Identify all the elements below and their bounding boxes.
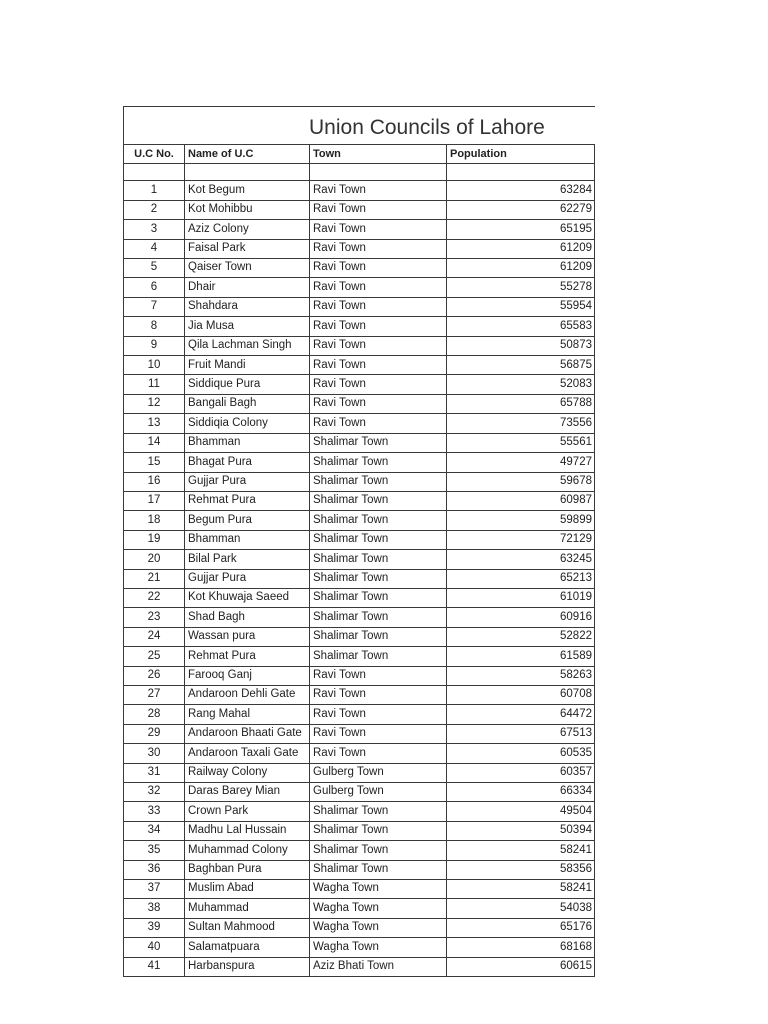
uc-name-cell: Muhammad bbox=[185, 899, 310, 918]
uc-name-cell: Rehmat Pura bbox=[185, 491, 310, 510]
uc-number-cell: 33 bbox=[124, 802, 185, 821]
uc-number-cell: 7 bbox=[124, 297, 185, 316]
uc-number-cell: 36 bbox=[124, 860, 185, 879]
table-body bbox=[124, 181, 595, 977]
uc-number-cell: 28 bbox=[124, 705, 185, 724]
uc-name-cell: Begum Pura bbox=[185, 511, 310, 530]
uc-number-cell: 37 bbox=[124, 880, 185, 899]
town-cell: Shalimar Town bbox=[310, 472, 447, 491]
uc-name-cell: Siddiqia Colony bbox=[185, 414, 310, 433]
town-cell: Ravi Town bbox=[310, 394, 447, 413]
population-cell: 50873 bbox=[447, 336, 595, 355]
uc-name-cell: Muhammad Colony bbox=[185, 841, 310, 860]
uc-number-cell: 12 bbox=[124, 394, 185, 413]
uc-number-cell: 29 bbox=[124, 724, 185, 743]
town-cell: Ravi Town bbox=[310, 685, 447, 704]
uc-name-cell: Dhair bbox=[185, 278, 310, 297]
uc-number-cell: 18 bbox=[124, 511, 185, 530]
town-cell: Ravi Town bbox=[310, 297, 447, 316]
blank-cell bbox=[447, 164, 595, 181]
population-cell: 55561 bbox=[447, 433, 595, 452]
town-cell: Shalimar Town bbox=[310, 491, 447, 510]
uc-number-cell: 35 bbox=[124, 841, 185, 860]
population-cell: 64472 bbox=[447, 705, 595, 724]
uc-name-cell: Crown Park bbox=[185, 802, 310, 821]
town-cell: Shalimar Town bbox=[310, 530, 447, 549]
uc-number-cell: 6 bbox=[124, 278, 185, 297]
town-cell: Shalimar Town bbox=[310, 588, 447, 607]
population-cell: 60357 bbox=[447, 763, 595, 782]
town-cell: Ravi Town bbox=[310, 336, 447, 355]
table-row bbox=[124, 724, 595, 743]
uc-name-cell: Sultan Mahmood bbox=[185, 918, 310, 937]
town-cell: Ravi Town bbox=[310, 724, 447, 743]
uc-name-cell: Railway Colony bbox=[185, 763, 310, 782]
population-cell: 52822 bbox=[447, 627, 595, 646]
uc-number-cell: 17 bbox=[124, 491, 185, 510]
town-cell: Shalimar Town bbox=[310, 608, 447, 627]
blank-cell bbox=[310, 164, 447, 181]
uc-number-cell: 21 bbox=[124, 569, 185, 588]
population-cell: 65213 bbox=[447, 569, 595, 588]
uc-number-cell: 15 bbox=[124, 453, 185, 472]
uc-name-cell: Wassan pura bbox=[185, 627, 310, 646]
town-cell: Shalimar Town bbox=[310, 647, 447, 666]
uc-name-cell: Bangali Bagh bbox=[185, 394, 310, 413]
table-row bbox=[124, 356, 595, 375]
town-cell: Ravi Town bbox=[310, 744, 447, 763]
uc-name-cell: Siddique Pura bbox=[185, 375, 310, 394]
population-cell: 49727 bbox=[447, 453, 595, 472]
table-row bbox=[124, 414, 595, 433]
header-town: Town bbox=[310, 145, 447, 164]
uc-number-cell: 4 bbox=[124, 239, 185, 258]
town-cell: Shalimar Town bbox=[310, 860, 447, 879]
uc-number-cell: 23 bbox=[124, 608, 185, 627]
uc-name-cell: Andaroon Bhaati Gate bbox=[185, 724, 310, 743]
population-cell: 60916 bbox=[447, 608, 595, 627]
uc-number-cell: 20 bbox=[124, 550, 185, 569]
town-cell: Ravi Town bbox=[310, 278, 447, 297]
table-row bbox=[124, 511, 595, 530]
table-row bbox=[124, 666, 595, 685]
town-cell: Shalimar Town bbox=[310, 511, 447, 530]
population-cell: 59899 bbox=[447, 511, 595, 530]
table-row bbox=[124, 375, 595, 394]
uc-name-cell: Jia Musa bbox=[185, 317, 310, 336]
population-cell: 65176 bbox=[447, 918, 595, 937]
town-cell: Wagha Town bbox=[310, 899, 447, 918]
uc-name-cell: Aziz Colony bbox=[185, 220, 310, 239]
uc-name-cell: Bhamman bbox=[185, 530, 310, 549]
population-cell: 61209 bbox=[447, 239, 595, 258]
population-cell: 63245 bbox=[447, 550, 595, 569]
uc-name-cell: Qila Lachman Singh bbox=[185, 336, 310, 355]
table-row bbox=[124, 647, 595, 666]
uc-number-cell: 2 bbox=[124, 200, 185, 219]
table-row bbox=[124, 394, 595, 413]
population-cell: 58241 bbox=[447, 841, 595, 860]
town-cell: Ravi Town bbox=[310, 259, 447, 278]
town-cell: Ravi Town bbox=[310, 220, 447, 239]
town-cell: Aziz Bhati Town bbox=[310, 957, 447, 976]
population-cell: 55954 bbox=[447, 297, 595, 316]
header-uc-no: U.C No. bbox=[124, 145, 185, 164]
table-row bbox=[124, 821, 595, 840]
population-cell: 66334 bbox=[447, 783, 595, 802]
population-cell: 56875 bbox=[447, 356, 595, 375]
table-row bbox=[124, 472, 595, 491]
uc-name-cell: Qaiser Town bbox=[185, 259, 310, 278]
uc-name-cell: Andaroon Taxali Gate bbox=[185, 744, 310, 763]
population-cell: 50394 bbox=[447, 821, 595, 840]
town-cell: Shalimar Town bbox=[310, 802, 447, 821]
population-cell: 60708 bbox=[447, 685, 595, 704]
town-cell: Ravi Town bbox=[310, 705, 447, 724]
table-row bbox=[124, 317, 595, 336]
uc-number-cell: 25 bbox=[124, 647, 185, 666]
table-row bbox=[124, 297, 595, 316]
uc-number-cell: 14 bbox=[124, 433, 185, 452]
uc-name-cell: Bhamman bbox=[185, 433, 310, 452]
uc-number-cell: 27 bbox=[124, 685, 185, 704]
table-row bbox=[124, 550, 595, 569]
blank-cell bbox=[185, 164, 310, 181]
table-row bbox=[124, 259, 595, 278]
uc-number-cell: 11 bbox=[124, 375, 185, 394]
uc-number-cell: 1 bbox=[124, 181, 185, 200]
table-row bbox=[124, 491, 595, 510]
town-cell: Ravi Town bbox=[310, 200, 447, 219]
population-cell: 62279 bbox=[447, 200, 595, 219]
table-row bbox=[124, 453, 595, 472]
uc-name-cell: Kot Begum bbox=[185, 181, 310, 200]
population-cell: 60615 bbox=[447, 957, 595, 976]
uc-number-cell: 9 bbox=[124, 336, 185, 355]
table-row bbox=[124, 880, 595, 899]
population-cell: 49504 bbox=[447, 802, 595, 821]
uc-name-cell: Daras Barey Mian bbox=[185, 783, 310, 802]
uc-number-cell: 10 bbox=[124, 356, 185, 375]
town-cell: Ravi Town bbox=[310, 317, 447, 336]
table-row bbox=[124, 860, 595, 879]
population-cell: 67513 bbox=[447, 724, 595, 743]
population-cell: 54038 bbox=[447, 899, 595, 918]
table-row bbox=[124, 433, 595, 452]
town-cell: Ravi Town bbox=[310, 356, 447, 375]
population-cell: 58241 bbox=[447, 880, 595, 899]
blank-row bbox=[124, 164, 595, 181]
uc-name-cell: Rehmat Pura bbox=[185, 647, 310, 666]
table-row bbox=[124, 220, 595, 239]
town-cell: Gulberg Town bbox=[310, 783, 447, 802]
population-cell: 60535 bbox=[447, 744, 595, 763]
uc-name-cell: Shahdara bbox=[185, 297, 310, 316]
uc-number-cell: 3 bbox=[124, 220, 185, 239]
town-cell: Shalimar Town bbox=[310, 569, 447, 588]
town-cell: Wagha Town bbox=[310, 918, 447, 937]
table-row bbox=[124, 569, 595, 588]
town-cell: Shalimar Town bbox=[310, 821, 447, 840]
population-cell: 61209 bbox=[447, 259, 595, 278]
population-cell: 61589 bbox=[447, 647, 595, 666]
town-cell: Ravi Town bbox=[310, 239, 447, 258]
population-cell: 65788 bbox=[447, 394, 595, 413]
uc-name-cell: Rang Mahal bbox=[185, 705, 310, 724]
table-row bbox=[124, 530, 595, 549]
header-row bbox=[124, 145, 595, 164]
uc-name-cell: Andaroon Dehli Gate bbox=[185, 685, 310, 704]
table-row bbox=[124, 627, 595, 646]
uc-number-cell: 30 bbox=[124, 744, 185, 763]
population-cell: 61019 bbox=[447, 588, 595, 607]
uc-name-cell: Kot Khuwaja Saeed bbox=[185, 588, 310, 607]
population-cell: 65583 bbox=[447, 317, 595, 336]
union-councils-table bbox=[123, 106, 595, 977]
uc-number-cell: 40 bbox=[124, 938, 185, 957]
town-cell: Gulberg Town bbox=[310, 763, 447, 782]
town-cell: Shalimar Town bbox=[310, 841, 447, 860]
uc-name-cell: Shad Bagh bbox=[185, 608, 310, 627]
table-row bbox=[124, 899, 595, 918]
uc-number-cell: 34 bbox=[124, 821, 185, 840]
uc-number-cell: 16 bbox=[124, 472, 185, 491]
table-row bbox=[124, 783, 595, 802]
uc-name-cell: Bilal Park bbox=[185, 550, 310, 569]
title-row bbox=[124, 107, 595, 145]
table-row bbox=[124, 588, 595, 607]
population-cell: 52083 bbox=[447, 375, 595, 394]
uc-name-cell: Harbanspura bbox=[185, 957, 310, 976]
town-cell: Wagha Town bbox=[310, 880, 447, 899]
header-name: Name of U.C bbox=[185, 145, 310, 164]
table-row bbox=[124, 705, 595, 724]
population-cell: 65195 bbox=[447, 220, 595, 239]
table-row bbox=[124, 763, 595, 782]
population-cell: 63284 bbox=[447, 181, 595, 200]
uc-name-cell: Kot Mohibbu bbox=[185, 200, 310, 219]
table-row bbox=[124, 181, 595, 200]
uc-number-cell: 38 bbox=[124, 899, 185, 918]
population-cell: 58263 bbox=[447, 666, 595, 685]
uc-number-cell: 19 bbox=[124, 530, 185, 549]
town-cell: Ravi Town bbox=[310, 414, 447, 433]
blank-cell bbox=[124, 164, 185, 181]
town-cell: Shalimar Town bbox=[310, 550, 447, 569]
population-cell: 73556 bbox=[447, 414, 595, 433]
town-cell: Shalimar Town bbox=[310, 453, 447, 472]
population-cell: 59678 bbox=[447, 472, 595, 491]
uc-number-cell: 8 bbox=[124, 317, 185, 336]
table-row bbox=[124, 200, 595, 219]
table-row bbox=[124, 744, 595, 763]
population-cell: 68168 bbox=[447, 938, 595, 957]
town-cell: Ravi Town bbox=[310, 375, 447, 394]
table-row bbox=[124, 918, 595, 937]
page-title: Union Councils of Lahore bbox=[309, 116, 545, 139]
town-cell: Wagha Town bbox=[310, 938, 447, 957]
uc-name-cell: Bhagat Pura bbox=[185, 453, 310, 472]
uc-number-cell: 32 bbox=[124, 783, 185, 802]
uc-name-cell: Madhu Lal Hussain bbox=[185, 821, 310, 840]
population-cell: 55278 bbox=[447, 278, 595, 297]
uc-number-cell: 31 bbox=[124, 763, 185, 782]
table-row bbox=[124, 685, 595, 704]
uc-number-cell: 39 bbox=[124, 918, 185, 937]
uc-number-cell: 26 bbox=[124, 666, 185, 685]
uc-number-cell: 5 bbox=[124, 259, 185, 278]
table-row bbox=[124, 239, 595, 258]
town-cell: Shalimar Town bbox=[310, 627, 447, 646]
uc-name-cell: Baghban Pura bbox=[185, 860, 310, 879]
table-row bbox=[124, 938, 595, 957]
table-row bbox=[124, 608, 595, 627]
spreadsheet-page bbox=[123, 106, 594, 977]
uc-number-cell: 41 bbox=[124, 957, 185, 976]
uc-number-cell: 22 bbox=[124, 588, 185, 607]
uc-number-cell: 13 bbox=[124, 414, 185, 433]
uc-name-cell: Muslim Abad bbox=[185, 880, 310, 899]
population-cell: 60987 bbox=[447, 491, 595, 510]
table-row bbox=[124, 278, 595, 297]
table-row bbox=[124, 841, 595, 860]
town-cell: Ravi Town bbox=[310, 181, 447, 200]
town-cell: Shalimar Town bbox=[310, 433, 447, 452]
uc-name-cell: Farooq Ganj bbox=[185, 666, 310, 685]
population-cell: 72129 bbox=[447, 530, 595, 549]
title-cell bbox=[124, 107, 595, 145]
uc-name-cell: Fruit Mandi bbox=[185, 356, 310, 375]
table-row bbox=[124, 957, 595, 976]
uc-number-cell: 24 bbox=[124, 627, 185, 646]
uc-name-cell: Salamatpuara bbox=[185, 938, 310, 957]
header-population: Population bbox=[447, 145, 595, 164]
uc-name-cell: Gujjar Pura bbox=[185, 472, 310, 491]
table-row bbox=[124, 802, 595, 821]
population-cell: 58356 bbox=[447, 860, 595, 879]
uc-name-cell: Gujjar Pura bbox=[185, 569, 310, 588]
table-row bbox=[124, 336, 595, 355]
town-cell: Ravi Town bbox=[310, 666, 447, 685]
uc-name-cell: Faisal Park bbox=[185, 239, 310, 258]
